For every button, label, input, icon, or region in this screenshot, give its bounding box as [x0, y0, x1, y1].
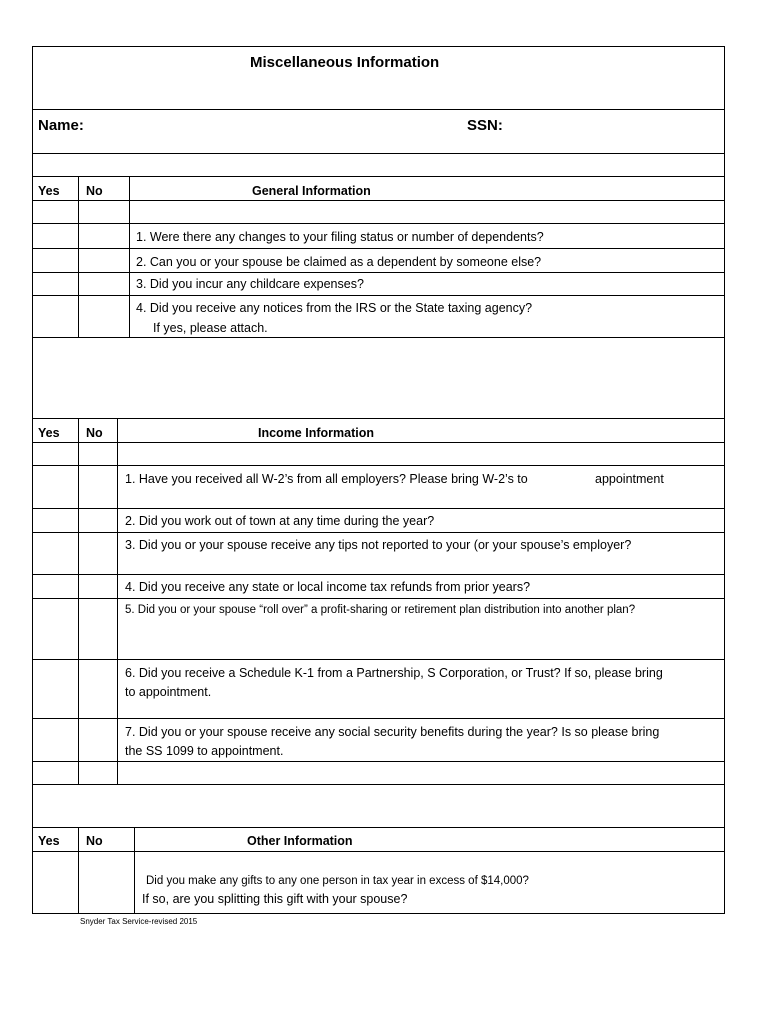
income-question-5: 5. Did you or your spouse “roll over” a profit-sharing or retirement plan distribution into another plan?: [125, 604, 636, 616]
other-question-1: Did you make any gifts to any one person in tax year in excess of $14,000?: [146, 875, 529, 887]
general-no-cell-1[interactable]: [79, 224, 129, 248]
other-yes-cell-1[interactable]: [33, 852, 78, 913]
income-no-cell-2[interactable]: [79, 509, 117, 532]
income-no-cell-4[interactable]: [79, 575, 117, 598]
income-yes-cell-3[interactable]: [33, 533, 78, 574]
general-no-cell-2[interactable]: [79, 249, 129, 272]
income-question-7: 7. Did you or your spouse receive any social security benefits during the year? Is so please bring: [125, 725, 660, 739]
footer-note: Snyder Tax Service-revised 2015: [80, 917, 198, 926]
income-no-header: No: [86, 426, 103, 440]
other-no-cell-1[interactable]: [79, 852, 134, 913]
income-no-cell-5[interactable]: [79, 599, 117, 659]
general-yes-cell-1[interactable]: [33, 224, 78, 248]
income-question-7-cont: the SS 1099 to appointment.: [125, 744, 284, 758]
income-yes-cell-2[interactable]: [33, 509, 78, 532]
other-heading: Other Information: [247, 834, 353, 848]
ssn-label: SSN:: [467, 117, 503, 134]
other-no-header: No: [86, 834, 103, 848]
income-question-6-cont: to appointment.: [125, 685, 212, 699]
other-yes-header: Yes: [38, 834, 60, 848]
general-yes-cell-2[interactable]: [33, 249, 78, 272]
income-no-cell-6[interactable]: [79, 660, 117, 718]
income-question-1-end: appointment: [595, 472, 664, 486]
income-yes-cell-7[interactable]: [33, 719, 78, 761]
income-question-2: 2. Did you work out of town at any time during the year?: [125, 514, 435, 528]
income-yes-cell-4[interactable]: [33, 575, 78, 598]
general-no-header: No: [86, 184, 103, 198]
income-question-3: 3. Did you or your spouse receive any tips not reported to your (or your spouse’s employer?: [125, 538, 632, 552]
general-question-4: 4. Did you receive any notices from the IRS or the State taxing agency?: [136, 301, 533, 315]
income-yes-cell-6[interactable]: [33, 660, 78, 718]
income-no-cell-1[interactable]: [79, 466, 117, 508]
general-question-3: 3. Did you incur any childcare expenses?: [136, 277, 364, 291]
other-question-2: If so, are you splitting this gift with your spouse?: [142, 892, 408, 906]
form-title: Miscellaneous Information: [250, 54, 440, 71]
general-yes-cell-3[interactable]: [33, 273, 78, 295]
general-no-cell-3[interactable]: [79, 273, 129, 295]
income-question-1: 1. Have you received all W-2’s from all employers? Please bring W-2’s to: [125, 472, 528, 486]
general-question-4-note: If yes, please attach.: [153, 321, 268, 335]
name-label: Name:: [38, 117, 84, 134]
income-no-cell-3[interactable]: [79, 533, 117, 574]
income-question-6: 6. Did you receive a Schedule K-1 from a Partnership, S Corporation, or Trust? If so, please bring: [125, 666, 663, 680]
general-yes-header: Yes: [38, 184, 60, 198]
income-no-cell-7[interactable]: [79, 719, 117, 761]
income-yes-header: Yes: [38, 426, 60, 440]
income-question-4: 4. Did you receive any state or local income tax refunds from prior years?: [125, 580, 531, 594]
general-no-cell-4[interactable]: [79, 296, 129, 337]
general-yes-cell-4[interactable]: [33, 296, 78, 337]
general-question-1: 1. Were there any changes to your filing status or number of dependents?: [136, 230, 544, 244]
income-yes-cell-1[interactable]: [33, 466, 78, 508]
general-question-2: 2. Can you or your spouse be claimed as a dependent by someone else?: [136, 255, 542, 269]
income-heading: Income Information: [258, 426, 374, 440]
general-heading: General Information: [252, 184, 371, 198]
income-yes-cell-5[interactable]: [33, 599, 78, 659]
